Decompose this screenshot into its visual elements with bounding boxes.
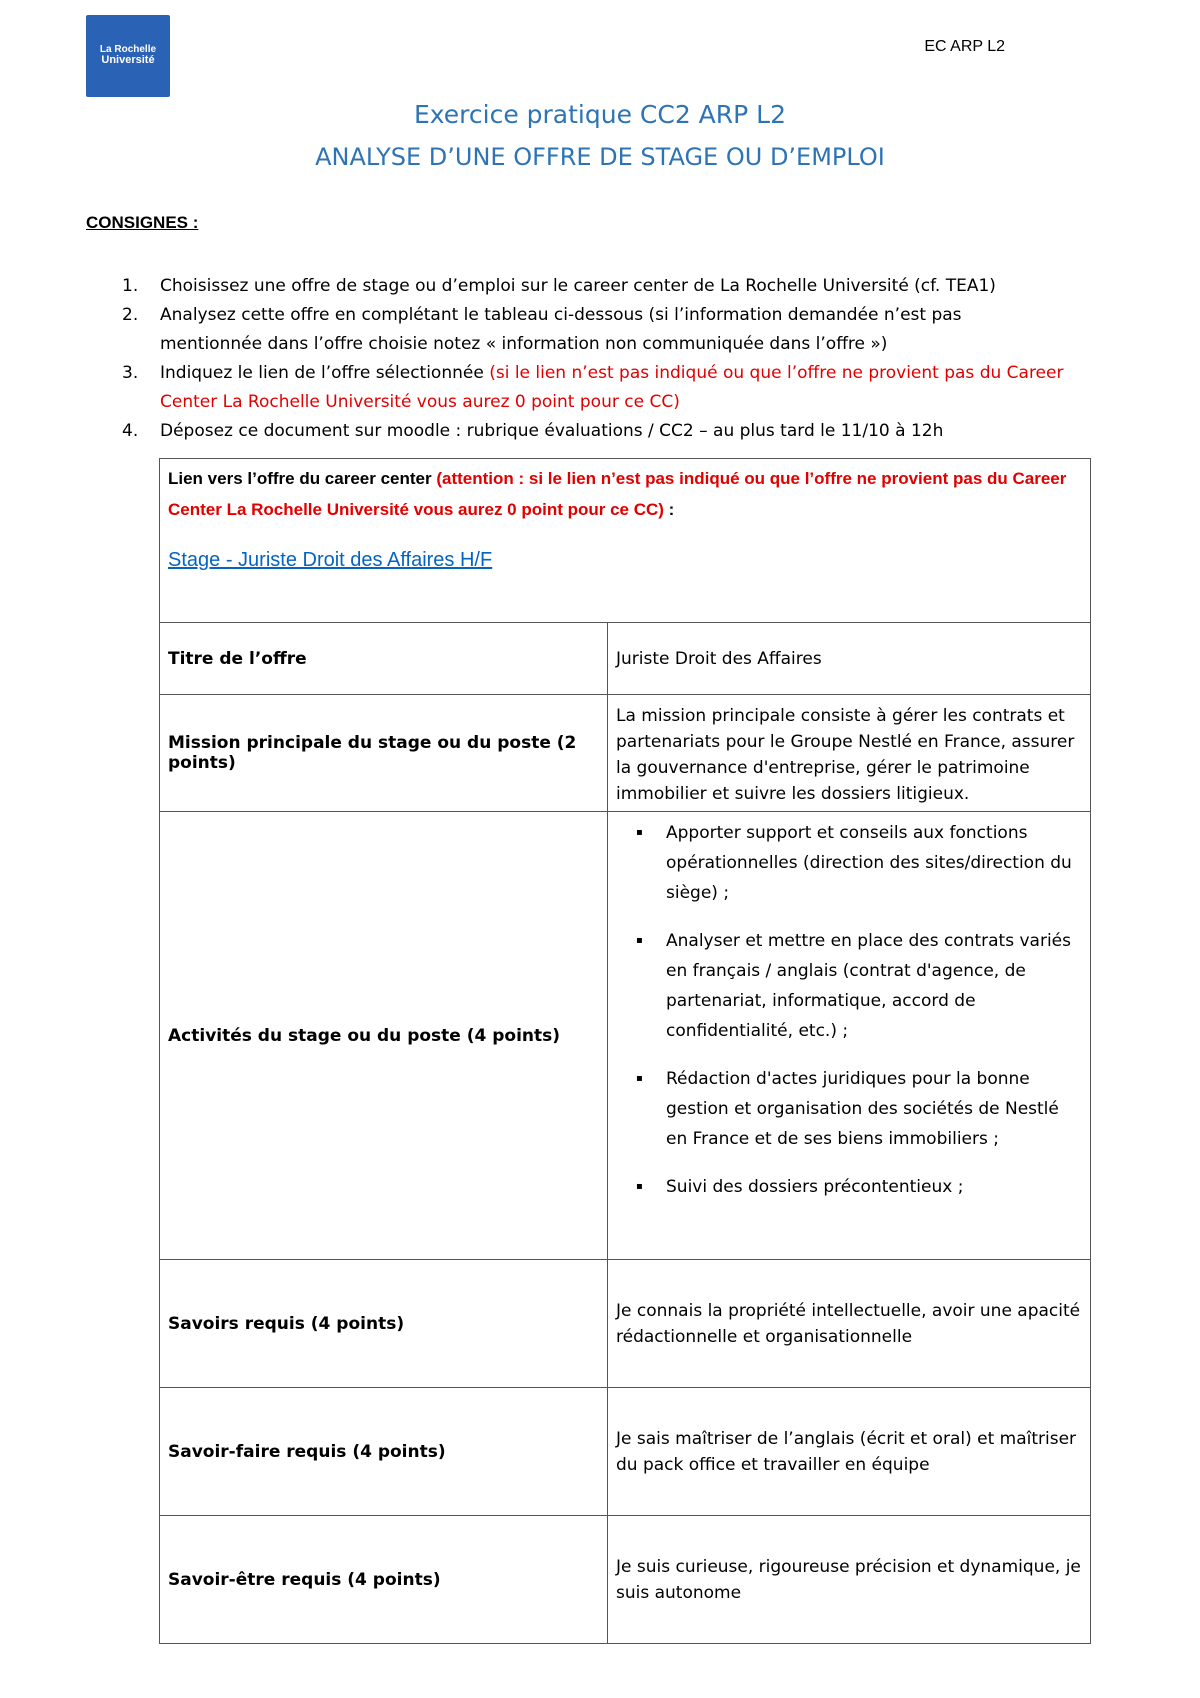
list-item: ▪ Apporter support et conseils aux fonctions opérationnelles (direction des sites/direction du siège) ; <box>666 818 1082 908</box>
instruction-item <box>86 417 1066 446</box>
list-item: ▪ Suivi des dossiers précontentieux ; <box>666 1172 1082 1202</box>
row-label: Mission principale du stage ou du poste (2 points) <box>160 695 608 812</box>
table-row <box>160 812 1091 1260</box>
page-subtitle: ANALYSE D’UNE OFFRE DE STAGE OU D’EMPLOI <box>315 143 885 171</box>
instruction-number: 3. <box>122 363 139 383</box>
link-box-warning: (attention : si le lien n’est pas indiqué ou que l’offre ne provient pas du Career Center La Rochelle Université vous aurez 0 point pour ce CC) <box>168 469 1067 519</box>
instruction-number: 2. <box>122 305 139 325</box>
list-item: ▪ Analyser et mettre en place des contrats variés en français / anglais (contrat d'agence, de partenariat, informatique, accord de confidentialité, etc.) ; <box>666 926 1082 1046</box>
row-label: Savoir-faire requis (4 points) <box>160 1388 608 1516</box>
instruction-item <box>86 272 1066 301</box>
row-value: Je connais la propriété intellectuelle, avoir une apacité rédactionnelle et organisationnelle <box>608 1260 1091 1388</box>
table-row <box>160 1516 1091 1644</box>
logo-line1: La Rochelle <box>99 43 157 55</box>
instruction-number: 4. <box>122 421 139 441</box>
table-row <box>160 623 1091 695</box>
instruction-item <box>86 301 1066 359</box>
activities-list <box>616 818 1082 1202</box>
row-label: Activités du stage ou du poste (4 points) <box>160 812 608 1260</box>
offer-link[interactable]: Stage - Juriste Droit des Affaires H/F <box>168 549 493 571</box>
instructions-list <box>86 272 1066 446</box>
table-row <box>160 695 1091 812</box>
instruction-text: Analysez cette offre en complétant le tableau ci-dessous (si l’information demandée n’est pas mentionnée dans l’offre choisie notez « information non communiquée dans l’offre ») <box>160 305 962 354</box>
row-value: La mission principale consiste à gérer les contrats et partenariats pour le Groupe Nestlé en France, assurer la gouvernance d'entreprise, gérer le patrimoine immobilier et suivre les dossiers litigieux. <box>616 706 1075 803</box>
table-row <box>160 1260 1091 1388</box>
instruction-warning: (si le lien n’est pas indiqué ou que l’offre ne provient pas du Career Center La Rochelle Université vous aurez 0 point pour ce CC) <box>160 363 1064 412</box>
instruction-text: Déposez ce document sur moodle : rubrique évaluations / CC2 – au plus tard le 11/10 à 12h <box>160 421 944 441</box>
instruction-text: Indiquez le lien de l’offre sélectionnée <box>160 363 490 383</box>
page-title: Exercice pratique CC2 ARP L2 <box>413 100 787 129</box>
link-box-suffix: : <box>663 500 675 519</box>
link-box-label: Lien vers l’offre du career center <box>168 469 437 488</box>
table-row <box>160 1388 1091 1516</box>
instruction-number: 1. <box>122 276 139 296</box>
row-value: Je sais maîtriser de l’anglais (écrit et oral) et maîtriser du pack office et travailler en équipe <box>608 1388 1091 1516</box>
logo-line2: Université <box>101 54 155 67</box>
analysis-table <box>159 622 1091 1644</box>
row-label: Savoirs requis (4 points) <box>160 1260 608 1388</box>
instruction-text: Choisissez une offre de stage ou d’emploi sur le career center de La Rochelle Université (cf. TEA1) <box>160 276 996 296</box>
row-value: Je suis curieuse, rigoureuse précision et dynamique, je suis autonome <box>608 1516 1091 1644</box>
row-value: Juriste Droit des Affaires <box>608 623 1091 695</box>
row-label: Titre de l’offre <box>160 623 608 695</box>
consignes-heading: CONSIGNES : <box>86 213 199 232</box>
list-item: ▪ Rédaction d'actes juridiques pour la bonne gestion et organisation des sociétés de Nestlé en France et de ses biens immobiliers ; <box>666 1064 1082 1154</box>
instruction-item <box>86 359 1066 417</box>
row-label: Savoir-être requis (4 points) <box>160 1516 608 1644</box>
university-logo <box>86 15 170 97</box>
header-tag: EC ARP L2 <box>924 38 1005 55</box>
offer-link-box <box>159 458 1091 623</box>
